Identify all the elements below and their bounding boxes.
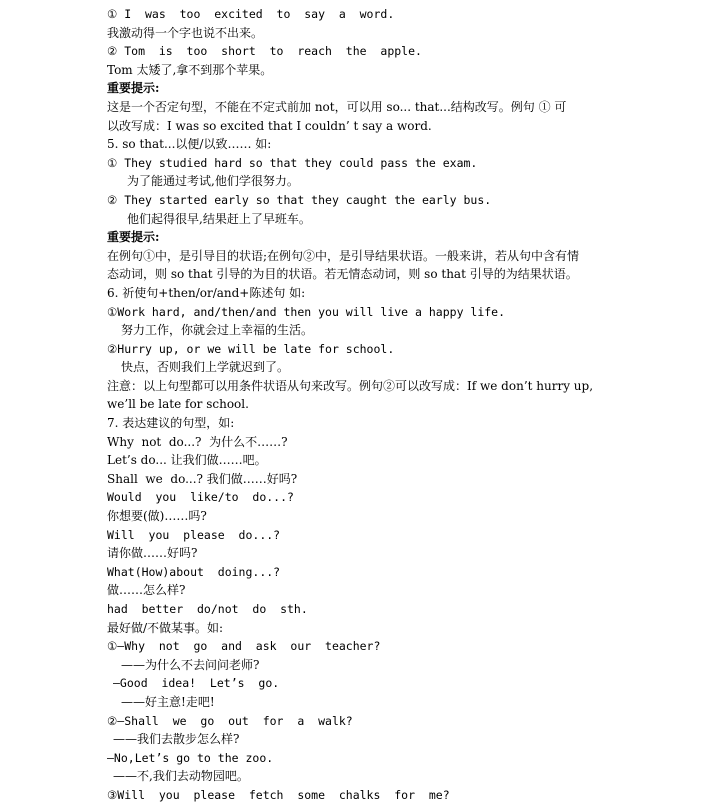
translation: 请你做……好吗? <box>107 546 198 561</box>
body-text: 态动词，则 so that 引导的为目的状语。若无情态动词，则 so that 引导的为结果状语。 <box>107 267 578 282</box>
note-text: 注意：以上句型都可以用条件状语从句来改写。例句②可以改写成：If we don’t hurry up, <box>107 378 594 393</box>
dialogue-line: ②—Shall we go out for a walk? <box>107 713 353 728</box>
example-sentence: ①Work hard, and/then/and then you will live a happy life. <box>107 304 506 319</box>
tip-heading: 重要提示: <box>107 81 160 96</box>
tip-heading: 重要提示: <box>107 230 160 245</box>
pattern-line: Would you like/to do...? <box>107 490 294 505</box>
translation: 快点，否则我们上学就迟到了。 <box>121 360 290 375</box>
dialogue-line: —No,Let’s go to the zoo. <box>107 750 274 765</box>
pattern-line: Let’s do... 让我们做……吧。 <box>107 453 267 468</box>
section-heading: 6. 祈使句+then/or/and+陈述句 如: <box>107 285 306 300</box>
translation: 我激动得一个字也说不出来。 <box>107 25 264 40</box>
body-text: 以改写成：I was so excited that I couldn’ t say a word. <box>107 118 432 133</box>
pattern-line: Why not do...? 为什么不……? <box>107 434 288 449</box>
dialogue-translation: ——不,我们去动物园吧。 <box>113 769 249 784</box>
translation: 他们起得很早,结果赶上了早班车。 <box>127 211 311 226</box>
section-heading: 7. 表达建议的句型，如: <box>107 416 235 431</box>
dialogue-translation: ——好主意!走吧! <box>121 694 215 709</box>
translation: 努力工作，你就会过上幸福的生活。 <box>121 323 314 338</box>
pattern-line: had better do/not do sth. <box>107 602 308 616</box>
dialogue-line: ①—Why not go and ask our teacher? <box>107 639 381 654</box>
dialogue-line: —Good idea! Let’s go. <box>113 676 280 691</box>
example-sentence: ② Tom is too short to reach the apple. <box>107 44 422 59</box>
document-page <box>107 5 607 805</box>
translation: Tom 太矮了,拿不到那个苹果。 <box>107 62 273 77</box>
note-text: we’ll be late for school. <box>107 397 249 412</box>
translation: 为了能通过考试,他们学很努力。 <box>127 174 299 189</box>
section-heading: 5. so that...以便/以致…… 如: <box>107 137 272 152</box>
example-sentence: ① They studied hard so that they could pass the exam. <box>107 155 478 170</box>
dialogue-translation: ——为什么不去问问老师? <box>121 657 260 672</box>
example-sentence: ② They started early so that they caught the early bus. <box>107 192 492 207</box>
pattern-line: Shall we do...? 我们做……好吗? <box>107 471 298 486</box>
translation: 最好做/不做某事。如: <box>107 620 224 635</box>
translation: 你想要(做)……吗? <box>107 509 207 524</box>
body-text: 在例句①中，是引导目的状语;在例句②中，是引导结果状语。一般来讲，若从句中含有情 <box>107 248 580 263</box>
dialogue-translation: ——我们去散步怎么样? <box>113 732 240 747</box>
translation: 做……怎么样? <box>107 583 186 598</box>
body-text: 这是一个否定句型，不能在不定式前加 not，可以用 so... that...结构改写。例句 ① 可 <box>107 99 567 114</box>
pattern-line: What(How)about doing...? <box>107 564 281 579</box>
example-sentence: ① I was too excited to say a word. <box>107 7 395 21</box>
pattern-line: Will you please do...? <box>107 527 281 542</box>
example-sentence: ②Hurry up, or we will be late for school. <box>107 341 395 356</box>
dialogue-line: ③Will you please fetch some chalks for me? <box>107 787 450 802</box>
